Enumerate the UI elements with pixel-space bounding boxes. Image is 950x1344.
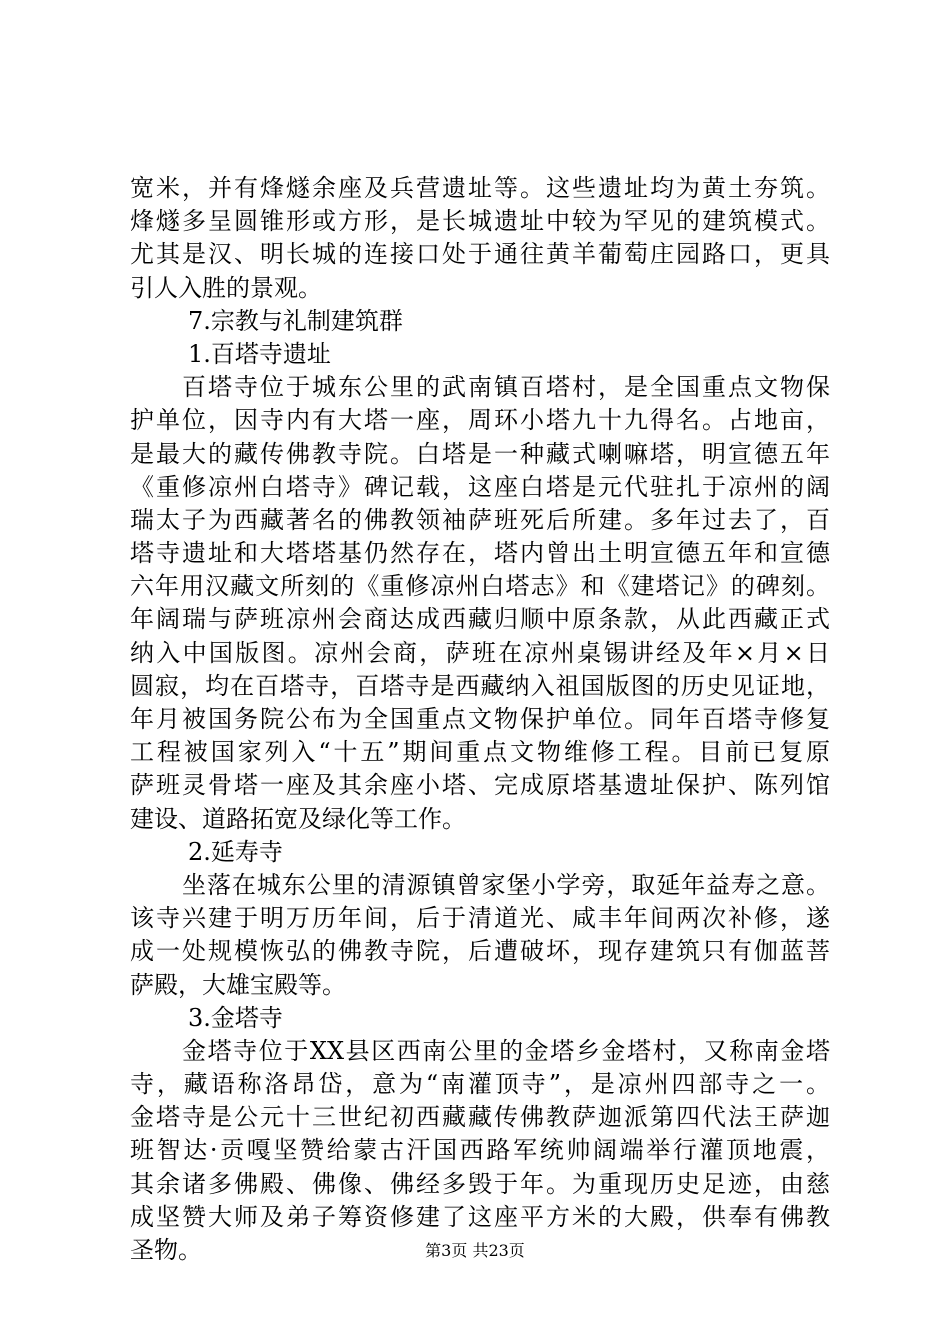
text-line: 萨殿，大雄宝殿等。: [130, 970, 346, 999]
text-line: 引人入胜的景观。: [130, 273, 322, 302]
text-line: 护单位，因寺内有大塔一座，周环小塔九十九得名。占地亩，: [130, 406, 830, 435]
text-line: 坐落在城东公里的清源镇曾家堡小学旁，取延年益寿之意。: [182, 870, 830, 899]
page-number-footer: 第3页 共23页: [425, 1241, 525, 1260]
text-line: 《重修凉州白塔寺》碑记载，这座白塔是元代驻扎于凉州的阔: [130, 472, 830, 501]
text-line: 百塔寺位于城东公里的武南镇百塔村，是全国重点文物保: [182, 373, 830, 402]
text-line: 圣物。: [130, 1236, 202, 1264]
text-line: 成坚赞大师及弟子筹资修建了这座平方米的大殿，供奉有佛教: [130, 1202, 830, 1231]
text-line: 萨班灵骨塔一座及其余座小塔、完成原塔基遗址保护、陈列馆: [130, 771, 830, 800]
text-line: 该寺兴建于明万历年间，后于清道光、咸丰年间两次补修，遂: [130, 904, 830, 933]
text-line: 是最大的藏传佛教寺院。白塔是一种藏式喇嘛塔，明宣德五年: [130, 439, 830, 468]
text-line: 金塔寺是公元十三世纪初西藏藏传佛教萨迦派第四代法王萨迦: [130, 1103, 830, 1132]
text-line: 其余诸多佛殿、佛像、佛经多毁于年。为重现历史足迹，由慈: [130, 1169, 830, 1198]
text-line: 圆寂，均在百塔寺，百塔寺是西藏纳入祖国版图的历史见证地，: [130, 671, 830, 700]
text-line: 年阔瑞与萨班凉州会商达成西藏归顺中原条款，从此西藏正式: [130, 605, 830, 634]
text-line: 六年用汉藏文所刻的《重修凉州白塔志》和《建塔记》的碑刻。: [130, 572, 830, 601]
document-body: [130, 172, 830, 1267]
text-line: 纳入中国版图。凉州会商，萨班在凉州桌锡讲经及年×月×日: [130, 638, 830, 667]
text-line: 塔寺遗址和大塔塔基仍然存在，塔内曾出土明宣德五年和宣德: [130, 539, 830, 568]
text-line: 尤其是汉、明长城的连接口处于通往黄羊葡萄庄园路口，更具: [130, 240, 830, 269]
text-line: 建设、道路拓宽及绿化等工作。: [130, 804, 466, 833]
text-line: 烽燧多呈圆锥形或方形，是长城遗址中较为罕见的建筑模式。: [130, 207, 830, 236]
text-line: 金塔寺位于XX县区西南公里的金塔乡金塔村，又称南金塔: [182, 1036, 830, 1065]
text-line: 班智达·贡嘎坚赞给蒙古汗国西路军统帅阔端举行灌顶地震，: [130, 1136, 830, 1165]
section-heading: 7.宗教与礼制建筑群: [188, 306, 403, 335]
subsection-heading: 2.延寿寺: [188, 837, 283, 866]
text-line: 年月被国务院公布为全国重点文物保护单位。同年百塔寺修复: [130, 705, 830, 733]
text-line: 瑞太子为西藏著名的佛教领袖萨班死后所建。多年过去了，百: [130, 505, 830, 534]
subsection-heading: 3.金塔寺: [188, 1003, 283, 1032]
text-line: 寺，藏语称洛昂岱，意为“南灌顶寺”，是凉州四部寺之一。: [130, 1070, 830, 1099]
text-line: 工程被国家列入“十五”期间重点文物维修工程。目前已复原: [130, 738, 830, 767]
text-line: 成一处规模恢弘的佛教寺院，后遭破坏，现存建筑只有伽蓝菩: [130, 937, 830, 966]
subsection-heading: 1.百塔寺遗址: [188, 339, 331, 368]
text-line: 宽米，并有烽燧余座及兵营遗址等。这些遗址均为黄土夯筑。: [130, 174, 830, 202]
